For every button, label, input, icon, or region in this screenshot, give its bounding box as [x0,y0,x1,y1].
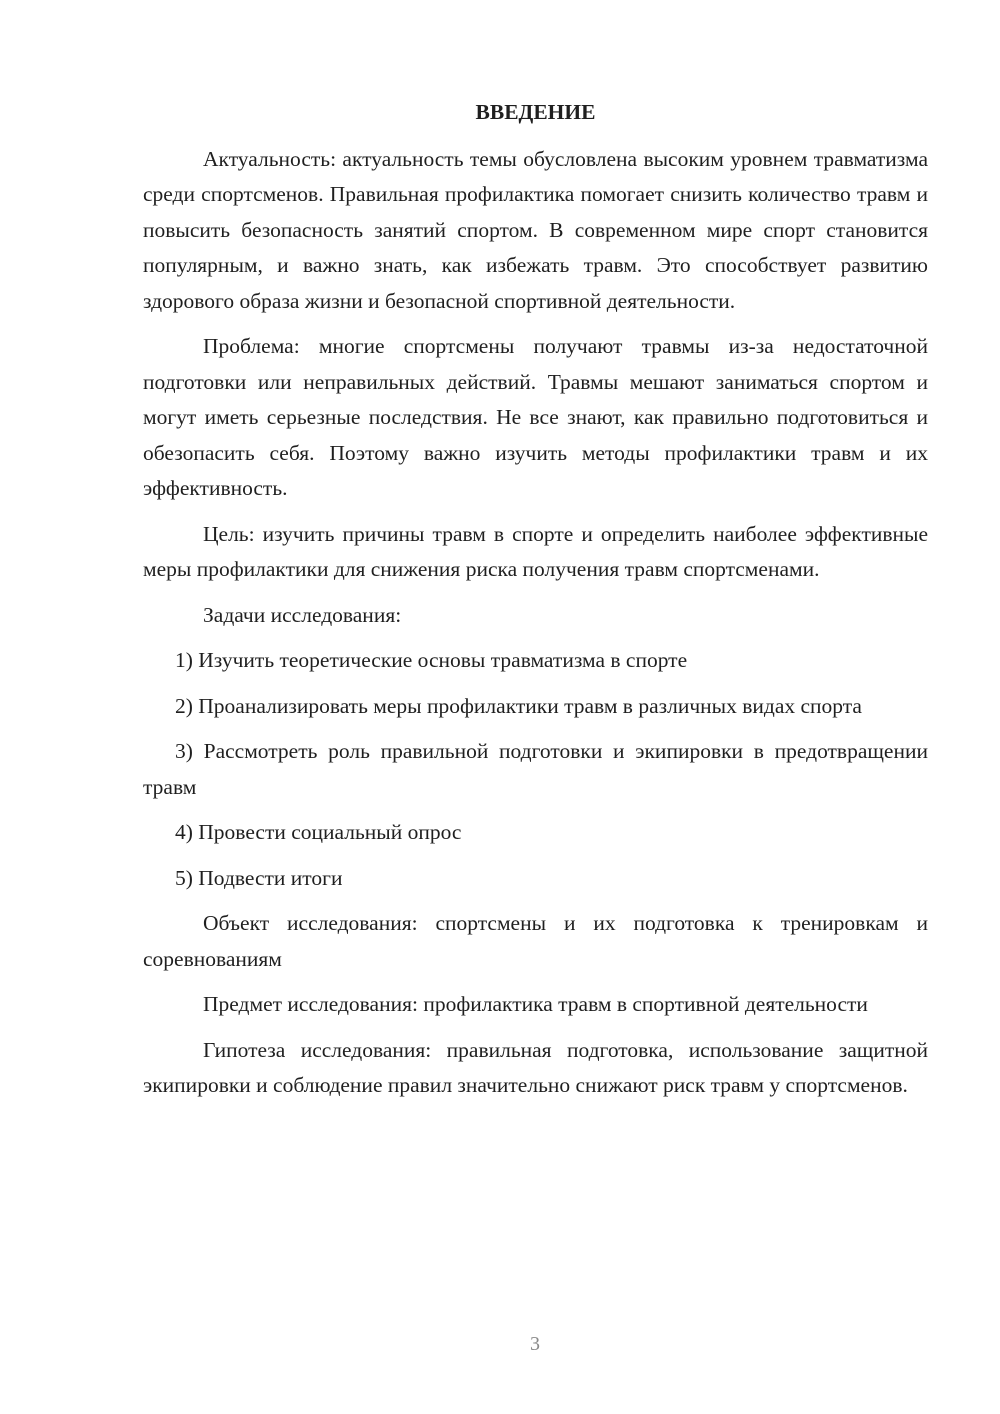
task-item: 2) Проанализировать меры профилактики травм в различных видах спорта [175,693,862,718]
problem-paragraph: Проблема: многие спортсмены получают травмы из-за недостаточной подготовки или неправильных действий. Травмы мешают заниматься спортом и могут иметь серьезные последствия. Не все знают, как правильно подготовиться и обезопасить себя. Поэтому важно изучить методы профилактики травм и их эффективность. [143,334,928,500]
relevance-paragraph: Актуальность: актуальность темы обусловлена высоким уровнем травматизма среди спортсменов. Правильная профилактика помогает снизить количество травм и повысить безопасность занятий спортом. В современном мире спорт становится популярным, и важно знать, как избежать травм. Это способствует развитию здорового образа жизни и безопасной спортивной деятельности. [143,146,928,313]
page-content [143,95,928,1114]
page-number: 3 [530,1333,540,1355]
section-title: ВВЕДЕНИЕ [475,100,596,124]
object-paragraph: Объект исследования: спортсмены и их подготовка к тренировкам и соревнованиям [143,911,928,971]
task-item: 4) Провести социальный опрос [175,820,462,844]
tasks-heading: Задачи исследования: [203,602,402,627]
task-item: 1) Изучить теоретические основы травматизма в спорте [175,648,688,672]
task-item: 3) Рассмотреть роль правильной подготовки и экипировки в предотвращении травм [143,739,928,799]
hypothesis-paragraph: Гипотеза исследования: правильная подготовка, использование защитной экипировки и соблюдение правил значительно снижают риск травм у спортсменов. [143,1037,928,1097]
task-item: 5) Подвести итоги [175,865,343,890]
goal-paragraph: Цель: изучить причины травм в спорте и определить наиболее эффективные меры профилактики для снижения риска получения травм спортсменами. [143,521,928,581]
subject-paragraph: Предмет исследования: профилактика травм в спортивной деятельности [203,992,868,1016]
